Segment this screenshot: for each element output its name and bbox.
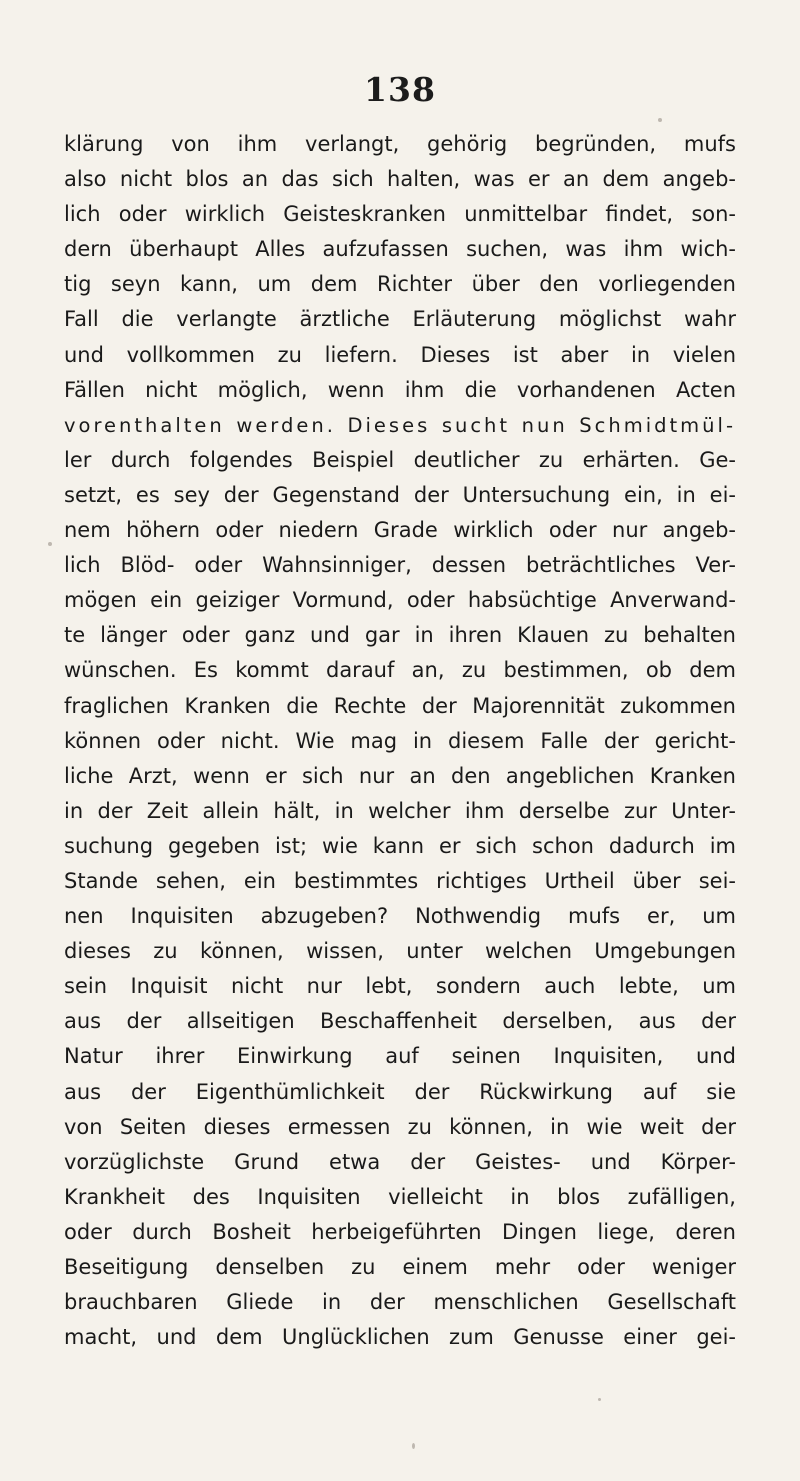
text-line: mögen ein geiziger Vormund, oder habsüchtige Anverwand- [64, 588, 736, 613]
text-line: klärung von ihm verlangt, gehörig begründen, mufs [64, 132, 736, 156]
text-line: oder durch Bosheit herbeigeführten Dingen liege, deren [64, 1219, 736, 1244]
text-line: aus der Eigenthümlichkeit der Rückwirkung auf sie [64, 1079, 736, 1104]
body-text [64, 127, 736, 1355]
text-line: von Seiten dieses ermessen zu können, in wie weit der [64, 1114, 736, 1139]
paper-speck [658, 118, 662, 122]
text-line: macht, und dem Unglücklichen zum Genusse einer gei- [64, 1325, 736, 1350]
text-line: suchung gegeben ist; wie kann er sich schon dadurch im [64, 833, 736, 858]
text-line: Krankheit des Inquisiten vielleicht in blos zufälligen, [64, 1184, 736, 1209]
text-line: nen Inquisiten abzugeben? Nothwendig mufs er, um [64, 904, 736, 929]
text-line: und vollkommen zu liefern. Dieses ist aber in vielen [64, 342, 736, 367]
text-line: vorzüglichste Grund etwa der Geistes- und Körper- [64, 1149, 736, 1174]
text-line: also nicht blos an das sich halten, was er an dem angeb- [64, 167, 736, 192]
text-line: wünschen. Es kommt darauf an, zu bestimmen, ob dem [64, 658, 736, 683]
text-line: sein Inquisit nicht nur lebt, sondern auch lebte, um [64, 974, 736, 999]
text-line: vorenthalten werden. Dieses sucht nun Schmidtmül- [64, 413, 736, 437]
paper-speck [48, 542, 52, 546]
text-line: lich oder wirklich Geisteskranken unmittelbar findet, son- [64, 202, 736, 227]
text-line: können oder nicht. Wie mag in diesem Falle der gericht- [64, 728, 736, 753]
text-line: tig seyn kann, um dem Richter über den vorliegenden [64, 272, 736, 297]
text-line: aus der allseitigen Beschaffenheit derselben, aus der [64, 1009, 736, 1034]
text-line: ler durch folgendes Beispiel deutlicher zu erhärten. Ge- [64, 447, 736, 472]
text-line: dieses zu können, wissen, unter welchen Umgebungen [64, 939, 736, 964]
text-line: Natur ihrer Einwirkung auf seinen Inquisiten, und [64, 1044, 736, 1069]
text-line: lich Blöd- oder Wahnsinniger, dessen beträchtliches Ver- [64, 553, 736, 578]
text-line: nem höhern oder niedern Grade wirklich oder nur angeb- [64, 518, 736, 543]
paper-speck [412, 1443, 415, 1449]
text-line: setzt, es sey der Gegenstand der Untersuchung ein, in ei- [64, 482, 736, 507]
text-line: liche Arzt, wenn er sich nur an den angeblichen Kranken [64, 763, 736, 788]
text-line: fraglichen Kranken die Rechte der Majorennität zukommen [64, 693, 736, 718]
paper-speck [598, 1398, 601, 1401]
text-line: dern überhaupt Alles aufzufassen suchen, was ihm wich- [64, 237, 736, 262]
text-line: in der Zeit allein hält, in welcher ihm derselbe zur Unter- [64, 798, 736, 823]
text-line: te länger oder ganz und gar in ihren Klauen zu behalten [64, 623, 736, 648]
text-line: brauchbaren Gliede in der menschlichen Gesellschaft [64, 1290, 736, 1315]
text-line: Beseitigung denselben zu einem mehr oder weniger [64, 1255, 736, 1279]
text-line: Fällen nicht möglich, wenn ihm die vorhandenen Acten [64, 377, 736, 402]
text-line: Stande sehen, ein bestimmtes richtiges Urtheil über sei- [64, 868, 736, 893]
text-line: Fall die verlangte ärztliche Erläuterung möglichst wahr [64, 307, 736, 332]
page-number: 138 [364, 70, 436, 109]
